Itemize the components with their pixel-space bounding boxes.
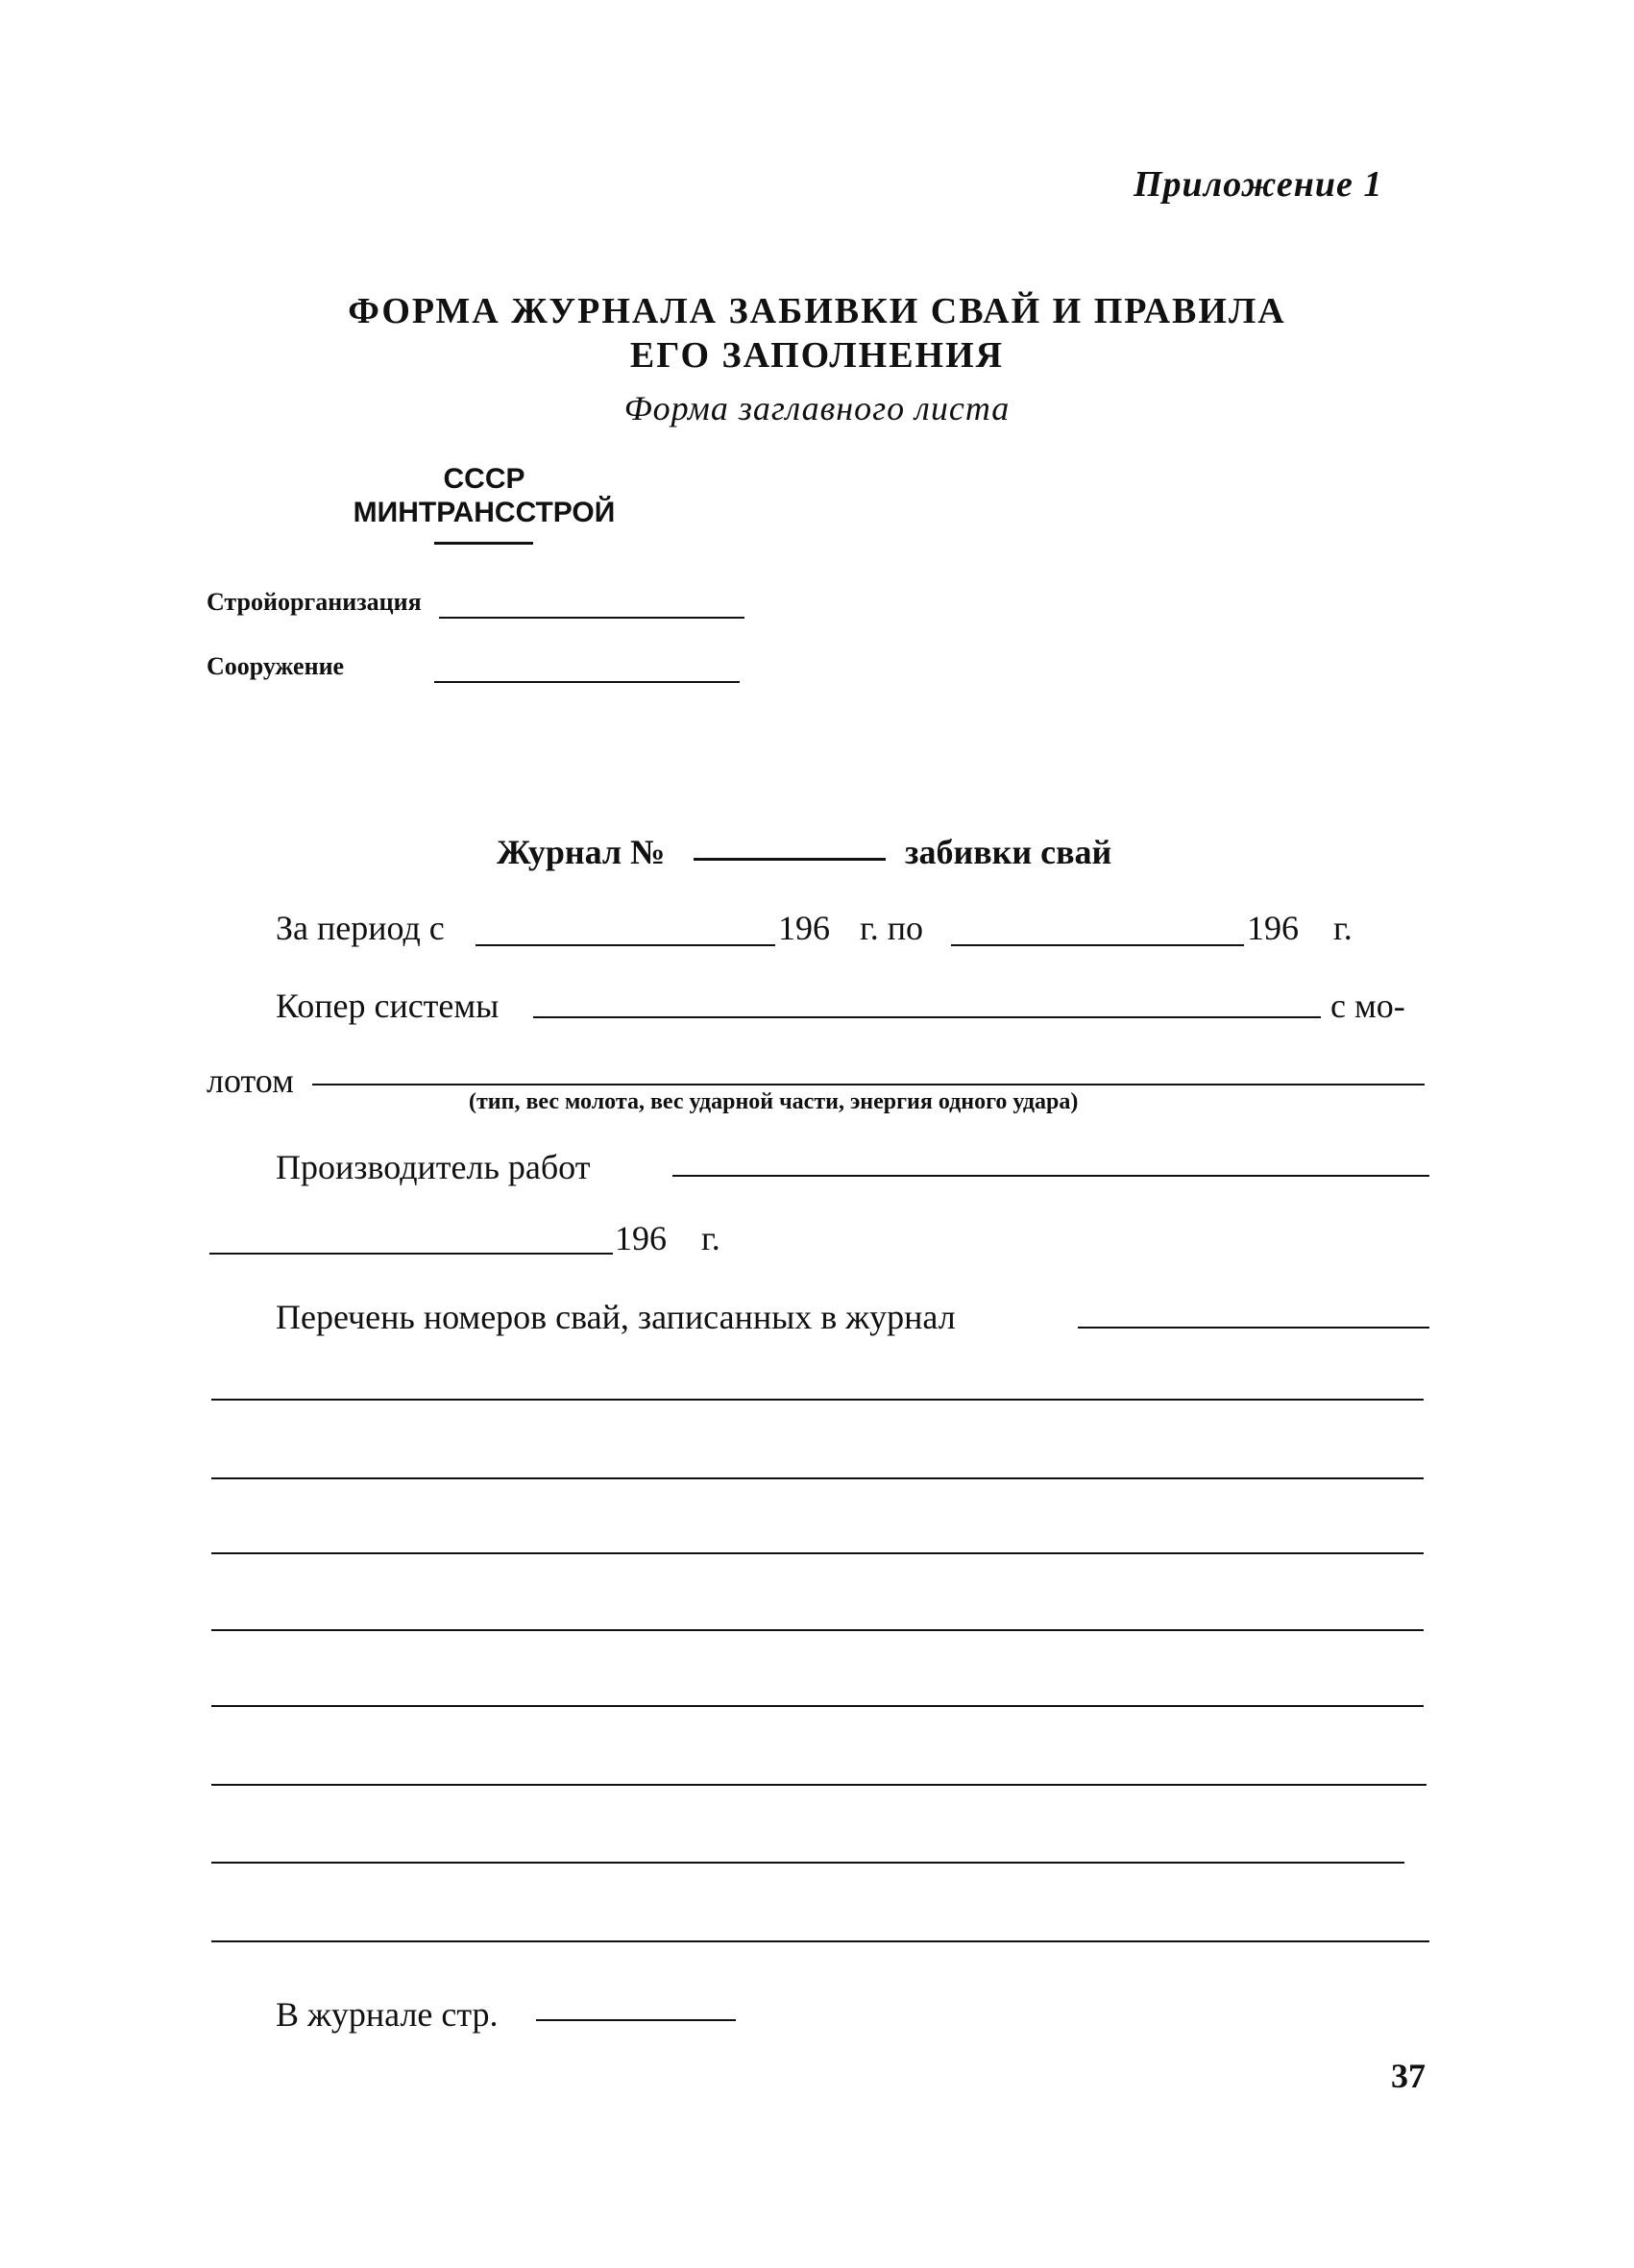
pile-list-field[interactable]	[1078, 1327, 1429, 1329]
form-subtitle: Форма заглавного листа	[623, 389, 1011, 427]
year-label-b: 196	[1247, 909, 1299, 947]
koper-field[interactable]	[533, 1016, 1321, 1018]
form-title-line-2: ЕГО ЗАПОЛНЕНИЯ	[629, 335, 1005, 376]
period-to-label: г. по	[860, 909, 923, 947]
sooruzhenie-field[interactable]	[434, 681, 740, 683]
pile-list-line[interactable]	[211, 1705, 1424, 1707]
journal-number-field[interactable]	[694, 858, 886, 861]
pile-list-line[interactable]	[211, 1552, 1424, 1554]
producer-date-field[interactable]	[209, 1253, 613, 1255]
period-label: За период с	[276, 909, 445, 947]
pile-list-line[interactable]	[211, 1477, 1424, 1479]
pile-list-line[interactable]	[211, 1940, 1429, 1942]
pile-list-line[interactable]	[211, 1399, 1424, 1401]
stroyorg-label: Стройорганизация	[207, 588, 422, 616]
producer-field[interactable]	[672, 1175, 1429, 1177]
period-end-field[interactable]	[951, 944, 1244, 946]
form-title-line-1: ФОРМА ЖУРНАЛА ЗАБИВКИ СВАЙ И ПРАВИЛА	[348, 291, 1286, 331]
molotom-label: лотом	[207, 1061, 294, 1100]
ministry-label: МИНТРАНССТРОЙ	[353, 497, 616, 528]
pile-list-line[interactable]	[211, 1784, 1427, 1786]
sooruzhenie-label: Сооружение	[207, 652, 345, 680]
year-label-a: 196	[778, 909, 830, 947]
pages-label: В журнале стр.	[276, 1995, 499, 2034]
org-divider	[434, 542, 533, 545]
pile-list-line[interactable]	[211, 1629, 1424, 1631]
year-suffix-b: г.	[1333, 909, 1353, 947]
appendix-label: Приложение 1	[1134, 164, 1383, 205]
page-number: 37	[1391, 2057, 1426, 2095]
pile-list-line[interactable]	[211, 1862, 1404, 1864]
molotom-field[interactable]	[312, 1084, 1425, 1085]
koper-continuation: с мо-	[1330, 987, 1405, 1025]
koper-label: Копер системы	[276, 987, 500, 1025]
year-suffix-c: г.	[701, 1219, 720, 1257]
year-label-c: 196	[615, 1219, 667, 1257]
producer-label: Производитель работ	[276, 1148, 591, 1186]
journal-suffix-label: забивки свай	[905, 833, 1112, 871]
journal-number-label: Журнал №	[497, 833, 666, 871]
country-label: СССР	[443, 463, 525, 495]
pile-list-label: Перечень номеров свай, записанных в журнал	[276, 1298, 956, 1336]
pages-field[interactable]	[536, 2019, 736, 2021]
period-start-field[interactable]	[476, 944, 775, 946]
stroyorg-field[interactable]	[439, 617, 744, 619]
molotom-caption: (тип, вес молота, вес ударной части, энергия одного удара)	[469, 1089, 1079, 1114]
